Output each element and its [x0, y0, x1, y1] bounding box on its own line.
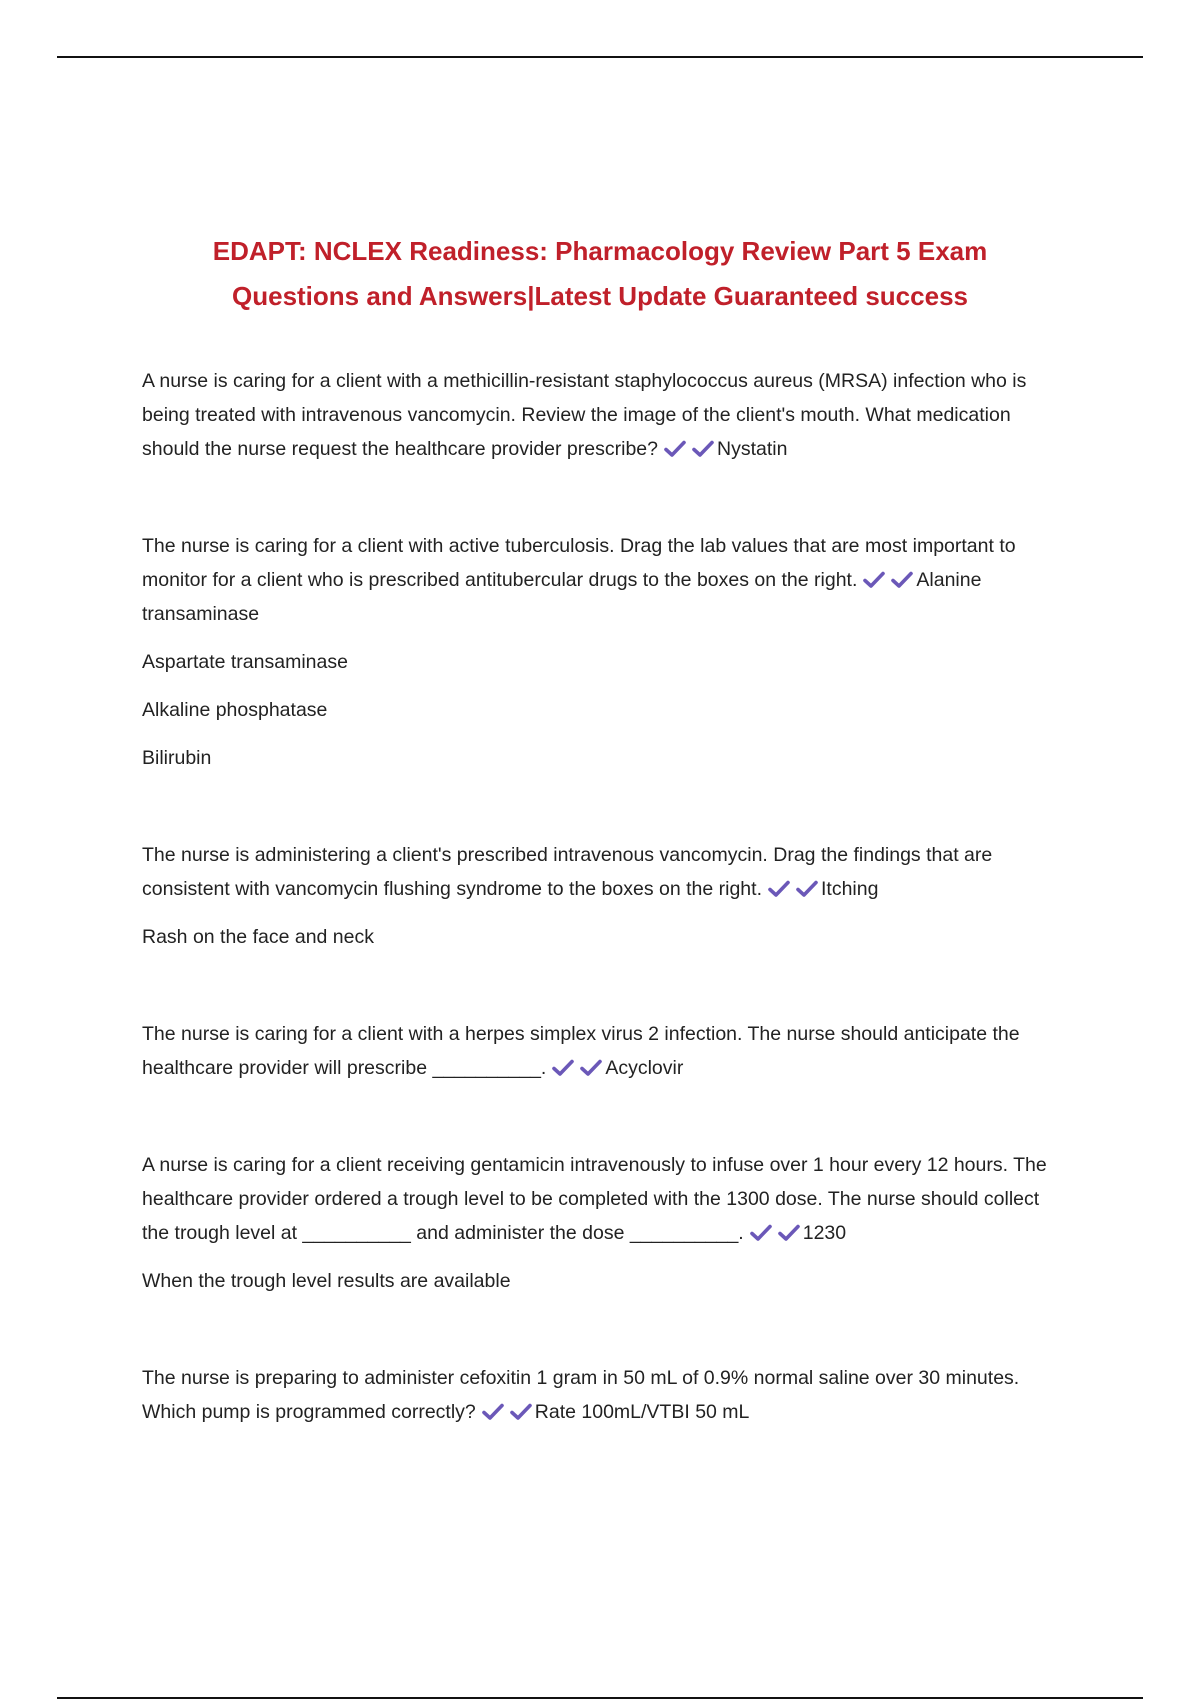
question-paragraph: [142, 1148, 1062, 1250]
question-text: The nurse is caring for a client with active tuberculosis. Drag the lab values that are most important to monitor for a client who is prescribed antitubercular drugs to the boxes on the right.: [142, 535, 1016, 591]
answer-text: 1230: [802, 1222, 847, 1244]
question-paragraph: [142, 1017, 1062, 1085]
qa-item: [142, 1017, 1062, 1085]
qa-item: [142, 838, 1062, 954]
title-line-2: Questions and Answers|Latest Update Guaranteed success: [232, 281, 968, 312]
question-paragraph: [142, 1361, 1062, 1429]
question-text: The nurse is caring for a client with a herpes simplex virus 2 infection. The nurse should anticipate the healthcare provider will prescribe __________.: [142, 1023, 1020, 1079]
title-line-1: EDAPT: NCLEX Readiness: Pharmacology Review Part 5 Exam: [212, 236, 988, 267]
check-icon: [750, 1224, 772, 1242]
check-icon: [580, 1059, 602, 1077]
answer-text: Nystatin: [716, 438, 788, 460]
check-icon: [692, 440, 714, 458]
check-icon: [891, 571, 913, 589]
answer-text: Acyclovir: [605, 1057, 684, 1079]
check-icon: [664, 440, 686, 458]
check-icon: [796, 880, 818, 898]
answer-option: Alkaline phosphatase: [142, 699, 328, 721]
question-paragraph: [142, 838, 1062, 906]
check-icon: [768, 880, 790, 898]
qa-item: [142, 1361, 1062, 1429]
question-text: The nurse is administering a client's prescribed intravenous vancomycin. Drag the findings that are consistent with vancomycin flushing syndrome to the boxes on the right.: [142, 844, 993, 900]
answer-text: Rate 100mL/VTBI 50 mL: [534, 1401, 750, 1423]
bottom-rule: [57, 1697, 1143, 1699]
question-paragraph: [142, 529, 1062, 631]
check-icon: [552, 1059, 574, 1077]
answer-option: Bilirubin: [142, 747, 212, 769]
qa-item: [142, 529, 1062, 775]
answer-text: Alanine transaminase: [142, 569, 982, 625]
check-icon: [863, 571, 885, 589]
question-text: A nurse is caring for a client receiving gentamicin intravenously to infuse over 1 hour every 12 hours. The healthcare provider ordered a trough level to be completed with the 1300 dose. The nurse should collect the trough level at __________ and administer the dose __________.: [142, 1154, 1047, 1244]
document-title: [0, 229, 1200, 319]
top-rule: [57, 56, 1143, 58]
answer-option: Aspartate transaminase: [142, 651, 348, 673]
answer-text: Itching: [821, 878, 879, 900]
answer-option: When the trough level results are available: [142, 1270, 511, 1292]
answer-option: Rash on the face and neck: [142, 926, 374, 948]
check-icon: [778, 1224, 800, 1242]
question-text: The nurse is preparing to administer cefoxitin 1 gram in 50 mL of 0.9% normal saline over 30 minutes. Which pump is programmed correctly?: [142, 1367, 1020, 1423]
question-text: A nurse is caring for a client with a methicillin-resistant staphylococcus aureus (MRSA) infection who is being treated with intravenous vancomycin. Review the image of the client's mouth. What medication should the nurse request the healthcare provider prescribe?: [142, 370, 1027, 460]
qa-item: [142, 1148, 1062, 1298]
question-paragraph: [142, 364, 1062, 466]
check-icon: [482, 1403, 504, 1421]
check-icon: [510, 1403, 532, 1421]
qa-item: [142, 364, 1062, 466]
qa-list: [142, 364, 1062, 1492]
